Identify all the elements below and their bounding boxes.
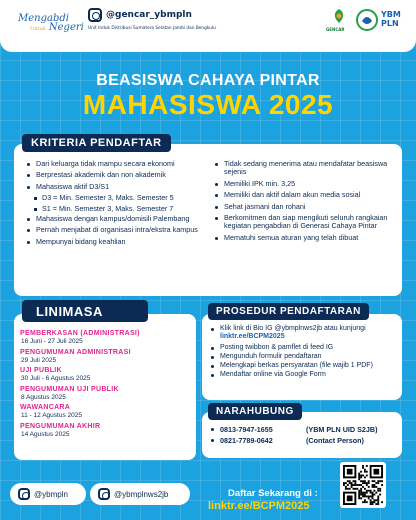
header-instagram-handle: @gencar_ybmpln: [106, 10, 192, 20]
linimasa-heading: LINIMASA: [22, 300, 148, 322]
gencar-label: GENCAR: [326, 27, 345, 32]
contact-list: [210, 424, 398, 446]
ybm-pln-label: [381, 10, 401, 28]
prosedur-step1-text: Klik link di Bio IG @ybmplnws2jb atau kunjungi: [220, 325, 366, 332]
kriteria-right-item: Memiliki IPK min. 3,25: [214, 180, 394, 188]
kriteria-left-item: D3 = Min. Semester 3, Maks. Semester 5: [26, 194, 206, 202]
unit-text: Unit Induk Distribusi Sumatera Selatan Jambi dan Bengkulu: [88, 26, 216, 31]
kriteria-heading: KRITERIA PENDAFTAR: [22, 134, 171, 152]
logo-line1: Mengabdi: [18, 13, 69, 24]
kriteria-left-list: [26, 160, 206, 249]
instagram-icon: [18, 488, 30, 500]
title-line1: BEASISWA CAHAYA PINTAR: [96, 72, 320, 89]
timeline-title: PENGUMUMAN ADMINISTRASI: [20, 348, 131, 356]
timeline-item: [20, 404, 192, 420]
kriteria-left-item: Mahasiswa aktif D3/S1: [26, 183, 206, 191]
logo-untuk: Untuk: [30, 26, 46, 32]
gencar-logo-icon: [330, 8, 348, 24]
timeline-date: 11 - 12 Agustus 2025: [21, 412, 82, 419]
daftar-label: Daftar Sekarang di :: [228, 488, 318, 499]
header-bar: [0, 0, 416, 52]
timeline-title: PEMBERKASAN (ADMINISTRASI): [20, 330, 140, 337]
contact-number: 0813-7947-1655: [210, 424, 306, 435]
prosedur-list: [210, 325, 398, 380]
kriteria-left-item: Dari keluarga tidak mampu secara ekonomi: [26, 160, 206, 168]
kriteria-right-list: [214, 160, 394, 245]
qr-code-icon: [343, 465, 383, 505]
kriteria-right-item: Tidak sedang menerima atau mendafatar beasiswa sejenis: [214, 160, 394, 177]
timeline-title: PENGUMUMAN AKHIR: [20, 422, 101, 430]
title-line2: MAHASISWA 2025: [82, 89, 334, 120]
prosedur-step: Posting twibbon & pamflet di feed IG: [210, 344, 398, 352]
timeline-title: PENGUMUMAN UJI PUBLIK: [20, 385, 119, 393]
prosedur-step-1: [210, 325, 398, 341]
timeline-item: [20, 330, 192, 346]
contact-row[interactable]: [210, 435, 398, 446]
contact-name: (YBM PLN UID S2JB): [306, 425, 378, 434]
kriteria-left-item: S1 = Min. Semester 3, Maks. Semester 7: [26, 205, 206, 213]
timeline-item: [20, 386, 192, 402]
timeline-title: WAWANCARA: [20, 404, 71, 411]
ybm-line1: YBM: [381, 10, 401, 19]
prosedur-step: Mendaftar online via Google Form: [210, 371, 398, 379]
instagram-icon: [88, 8, 102, 22]
contact-row[interactable]: [210, 424, 398, 435]
footer-ig1: @ybmpln: [34, 489, 68, 499]
timeline: [20, 330, 192, 441]
timeline-item: [20, 367, 192, 383]
logo-line2: Negeri: [48, 22, 84, 33]
footer-ig2: @ybmplnws2jb: [114, 489, 169, 499]
timeline-date: 29 Juli 2025: [21, 356, 57, 364]
timeline-item: [20, 423, 192, 439]
timeline-date: 8 Agustus 2025: [21, 393, 66, 401]
contact-number: 0821-7789-0642: [210, 435, 306, 446]
ybm-line2: PLN: [381, 19, 399, 28]
kriteria-right-item: Memiliki dan aktif dalam akun media sosial: [214, 191, 394, 199]
prosedur-step1-link[interactable]: linktr.ee/BCPM2025: [220, 333, 285, 340]
header-instagram[interactable]: [88, 8, 192, 22]
ybm-pln-logo-icon: [356, 9, 378, 31]
prosedur-heading: PROSEDUR PENDAFTARAN: [208, 303, 369, 320]
footer-ig-pill-2[interactable]: [90, 483, 190, 505]
timeline-date: 16 Juni - 27 Juli 2025: [21, 338, 83, 345]
prosedur-step: Mengunduh formulir pendaftaran: [210, 353, 398, 361]
timeline-item: [20, 349, 192, 365]
timeline-date: 30 Juli - 6 Agustus 2025: [21, 375, 91, 382]
kriteria-right-item: Sehat jasmani dan rohani: [214, 203, 394, 211]
daftar-link[interactable]: linktr.ee/BCPM2025: [208, 500, 310, 512]
kriteria-left-item: Pernah menjabat di organisasi intra/ekstra kampus: [26, 226, 206, 234]
contact-name: (Contact Person): [306, 436, 364, 445]
prosedur-step: Melengkapi berkas persyaratan (file wajib 1 PDF): [210, 362, 398, 370]
mengabdi-negeri-logo: [18, 14, 84, 34]
timeline-title: UJI PUBLIK: [20, 367, 62, 374]
qr-code[interactable]: [340, 462, 386, 508]
timeline-date: 14 Agustus 2025: [21, 430, 70, 438]
kriteria-left-item: Mahasiswa dengan kampus/domisili Palembang: [26, 215, 206, 223]
kriteria-left-item: Mempunyai bidang keahlian: [26, 238, 206, 246]
instagram-icon: [98, 488, 110, 500]
narahubung-heading: NARAHUBUNG: [208, 403, 302, 420]
kriteria-left-item: Berprestasi akademik dan non akademik: [26, 171, 206, 179]
footer-ig-pill-1[interactable]: [10, 483, 86, 505]
kriteria-right-item: Berkomitmen dan siap mengikuti seluruh rangkaian kegiatan pengabdian di Generasi Cahaya Pintar: [214, 214, 394, 231]
kriteria-right-item: Mematuhi semua aturan yang telah dibuat: [214, 234, 394, 242]
